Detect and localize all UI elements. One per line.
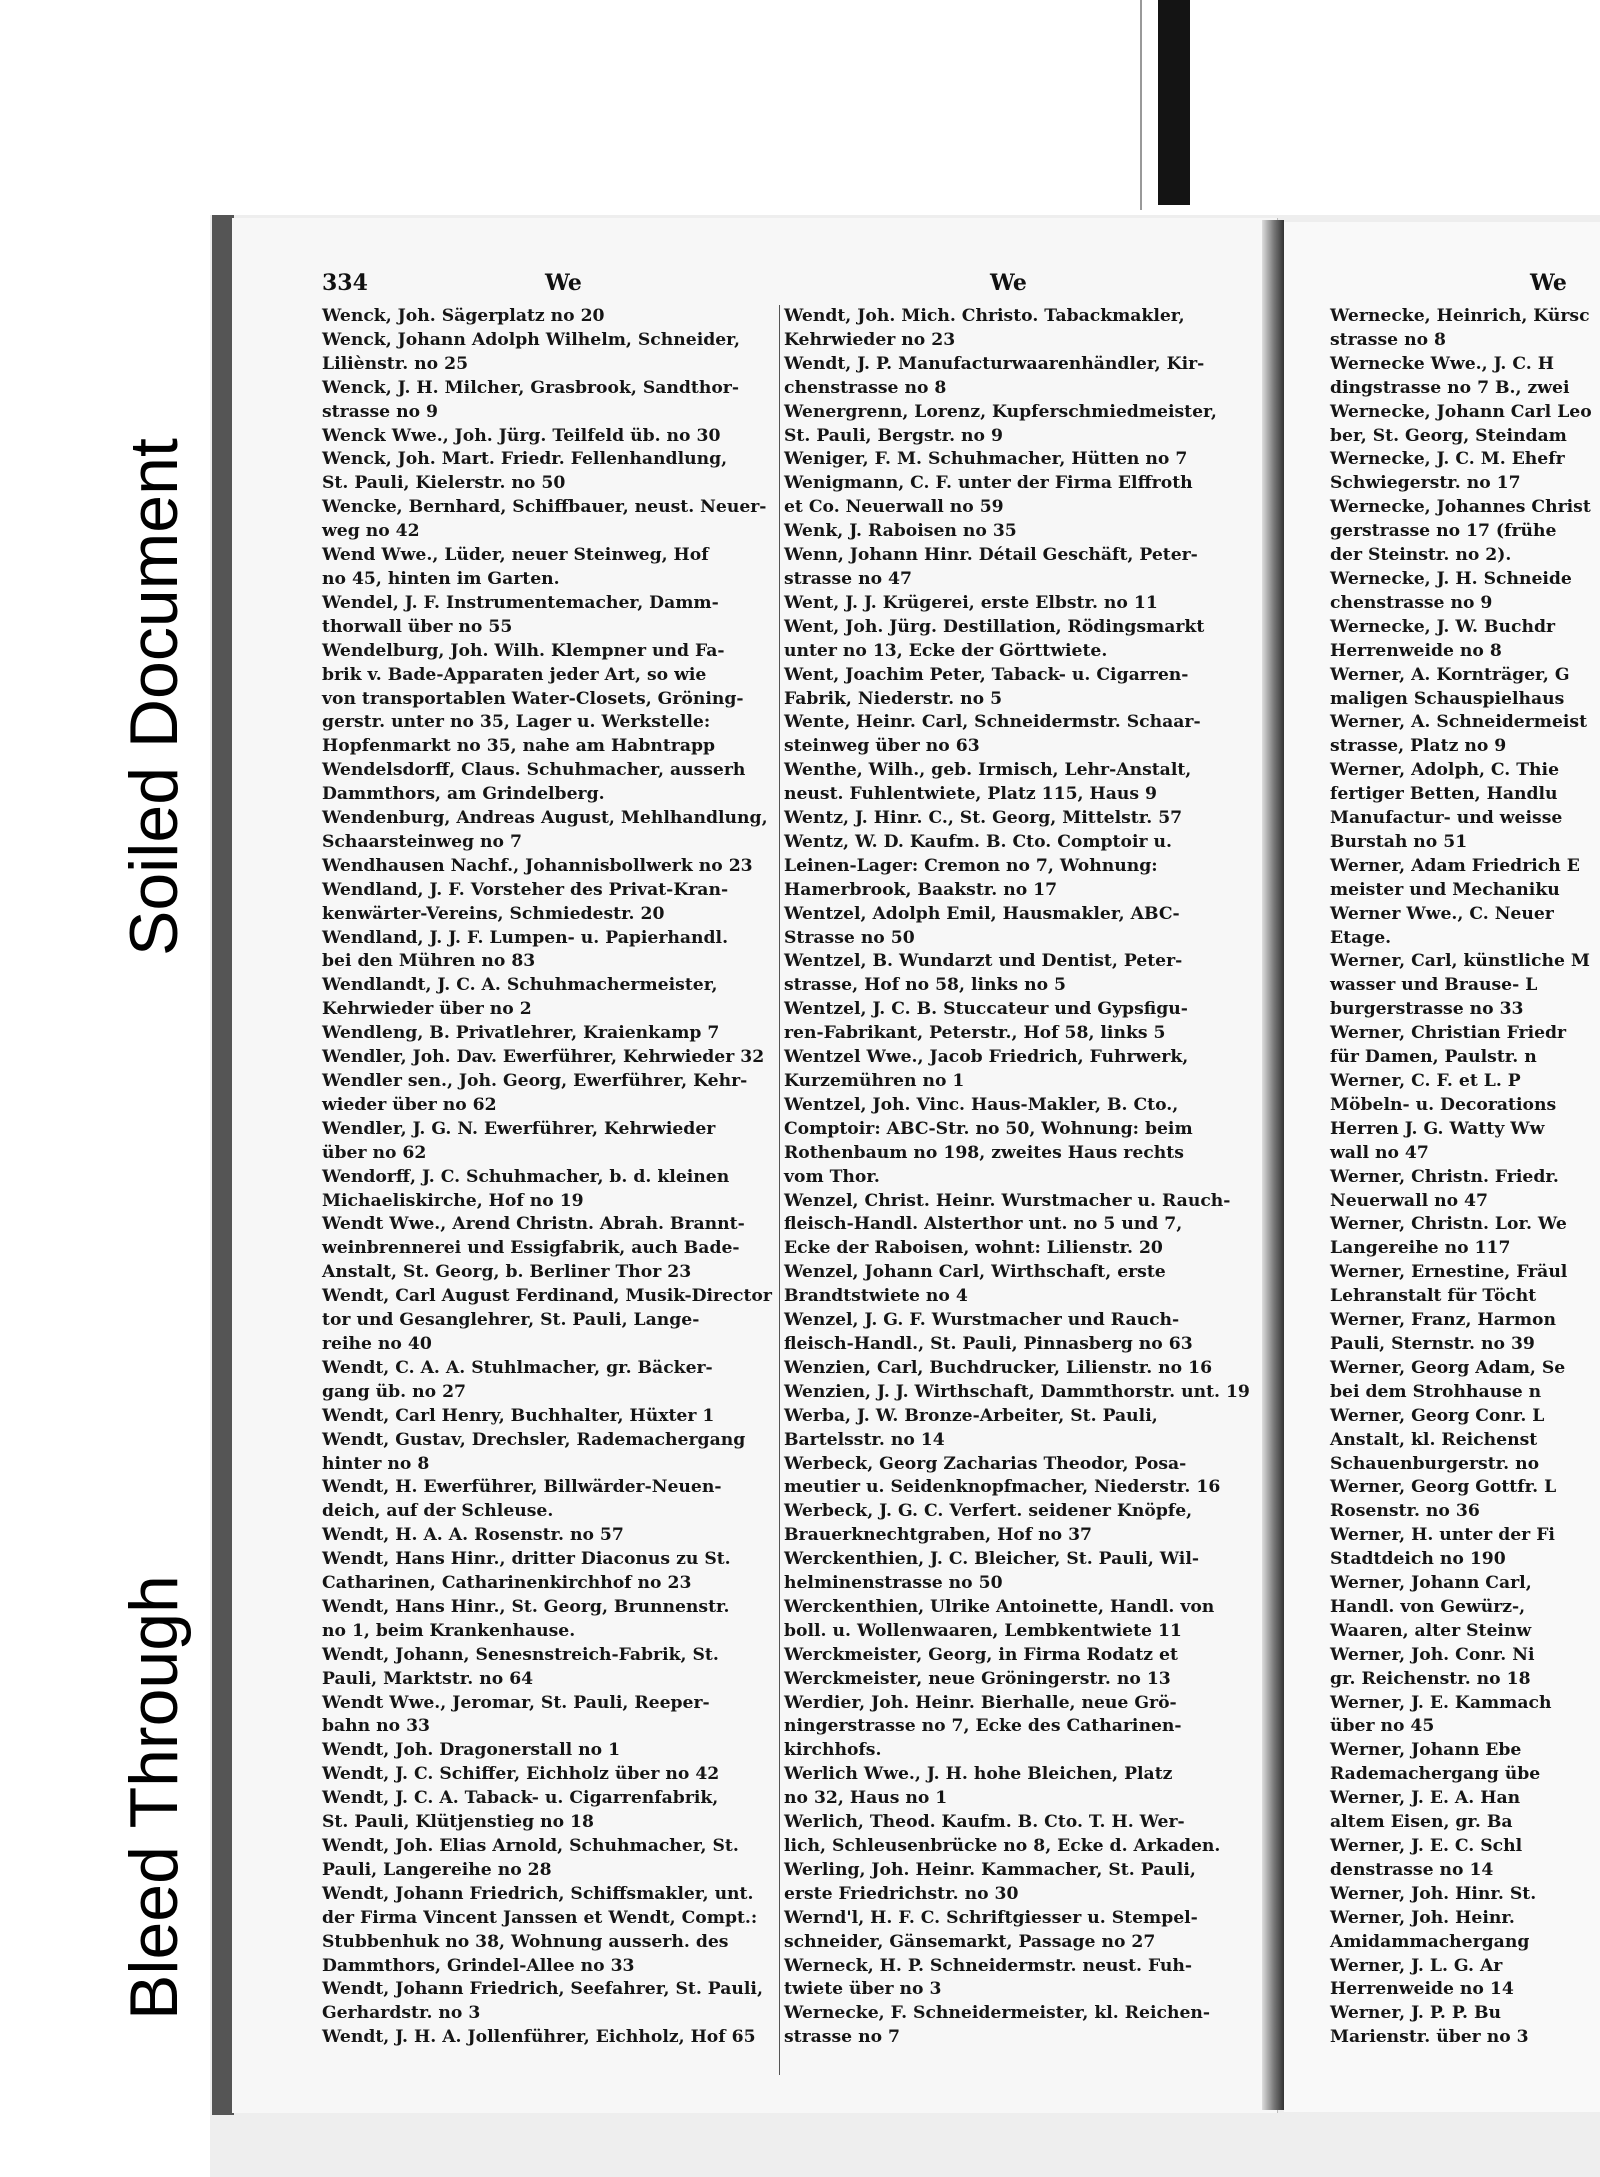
directory-line: Werneck, H. P. Schneidermstr. neust. Fuh-: [784, 1955, 1193, 1976]
directory-line: meutier u. Seidenknopfmacher, Niederstr. 16: [784, 1477, 1221, 1498]
directory-line: Werner, Christn. Friedr.: [1330, 1166, 1559, 1187]
directory-line: Handl. von Gewürz-,: [1330, 1596, 1526, 1617]
directory-line: Werner, Adam Friedrich E: [1330, 855, 1580, 876]
directory-line: Wernd'l, H. F. C. Schriftgiesser u. Stempel-: [784, 1907, 1198, 1928]
directory-line: Weniger, F. M. Schuhmacher, Hütten no 7: [784, 449, 1188, 470]
directory-line: Went, Joh. Jürg. Destillation, Rödingsmarkt: [784, 616, 1205, 637]
directory-line: über no 62: [322, 1142, 427, 1163]
directory-line: Wernecke, Johannes Christ: [1330, 497, 1591, 518]
directory-line: Wenck, Joh. Mart. Friedr. Fellenhandlung,: [322, 449, 728, 470]
gutter: [1262, 220, 1284, 2110]
directory-line: Wentzel Wwe., Jacob Friedrich, Fuhrwerk,: [784, 1047, 1189, 1068]
directory-line: Werner, J. E. C. Schl: [1330, 1836, 1523, 1856]
directory-line: Werbeck, J. G. C. Verfert. seidener Knöpfe,: [784, 1501, 1193, 1522]
directory-line: Werner, Ernestine, Fräul: [1330, 1262, 1568, 1283]
directory-line: Wendt, J. C. A. Taback- u. Cigarrenfabrik,: [322, 1788, 719, 1809]
directory-line: Wenzien, J. J. Wirthschaft, Dammthorstr. unt. 19: [784, 1381, 1250, 1402]
directory-line: Wendler, Joh. Dav. Ewerführer, Kehrwieder 32: [322, 1047, 765, 1068]
directory-line: Wendt, J. C. Schiffer, Eichholz über no 42: [322, 1764, 720, 1785]
directory-line: Wendelburg, Joh. Wilh. Klempner und Fa-: [322, 640, 725, 661]
directory-line: fertiger Betten, Handlu: [1330, 784, 1558, 805]
directory-line: Comptoir: ABC-Str. no 50, Wohnung: beim: [784, 1118, 1193, 1139]
directory-line: wieder über no 62: [322, 1094, 497, 1115]
directory-line: bei den Mühren no 83: [322, 951, 536, 972]
directory-line: Werner, H. unter der Fi: [1330, 1525, 1555, 1546]
directory-line: neust. Fuhlentwiete, Platz 115, Haus 9: [784, 784, 1158, 805]
directory-line: Wendel, J. F. Instrumentemacher, Damm-: [322, 592, 719, 613]
directory-line: Anstalt, kl. Reichenst: [1330, 1429, 1538, 1450]
directory-line: Wend Wwe., Lüder, neuer Steinweg, Hof: [322, 545, 709, 566]
directory-line: Wendt, Joh. Elias Arnold, Schuhmacher, St.: [322, 1836, 739, 1856]
directory-line: Rosenstr. no 36: [1330, 1501, 1480, 1522]
directory-line: Schwiegerstr. no 17: [1330, 473, 1521, 494]
directory-line: Möbeln- u. Decorations: [1330, 1094, 1557, 1115]
directory-line: Wendt, Gustav, Drechsler, Rademachergang: [322, 1429, 746, 1450]
directory-line: Wernecke, F. Schneidermeister, kl. Reichen-: [784, 2003, 1211, 2024]
running-header-right: We: [1530, 270, 1567, 296]
directory-line: Strasse no 50: [784, 927, 915, 948]
bleed-through-label: Bleed Through: [98, 1488, 210, 2108]
directory-line: Dammthors, am Grindelberg.: [322, 784, 605, 805]
directory-line: Leinen-Lager: Cremon no 7, Wohnung:: [784, 855, 1158, 876]
directory-line: Werckmeister, neue Gröningerstr. no 13: [784, 1668, 1171, 1689]
directory-line: Wendleng, B. Privatlehrer, Kraienkamp 7: [322, 1023, 720, 1044]
directory-line: Catharinen, Catharinenkirchhof no 23: [322, 1573, 692, 1594]
directory-line: Wendt, Johann Friedrich, Seefahrer, St. Pauli,: [322, 1979, 763, 2000]
directory-line: wall no 47: [1330, 1142, 1429, 1163]
directory-line: Brandtstwiete no 4: [784, 1286, 968, 1307]
directory-line: Werckenthien, J. C. Bleicher, St. Pauli, Wil-: [784, 1549, 1199, 1570]
directory-line: chenstrasse no 8: [784, 377, 947, 398]
directory-line: Werling, Joh. Heinr. Kammacher, St. Pauli,: [784, 1859, 1196, 1880]
directory-line: St. Pauli, Bergstr. no 9: [784, 425, 1003, 446]
directory-line: maligen Schauspielhaus: [1330, 688, 1565, 709]
directory-line: Wendt, Hans Hinr., St. Georg, Brunnenstr.: [322, 1596, 730, 1617]
page-number: 334: [322, 270, 368, 296]
directory-line: Wentz, J. Hinr. C., St. Georg, Mittelstr. 57: [784, 808, 1183, 829]
directory-line: Michaeliskirche, Hof no 19: [322, 1190, 584, 1211]
directory-line: Wernecke, Johann Carl Leo: [1330, 401, 1592, 422]
directory-line: Wenthe, Wilh., geb. Irmisch, Lehr-Anstalt,: [784, 760, 1192, 781]
running-header-left: We: [545, 270, 582, 296]
directory-line: no 45, hinten im Garten.: [322, 568, 560, 589]
directory-line: Wenck Wwe., Joh. Jürg. Teilfeld üb. no 30: [322, 425, 721, 446]
directory-line: Kehrwieder über no 2: [322, 999, 532, 1020]
directory-line: no 1, beim Krankenhause.: [322, 1620, 576, 1641]
directory-line: bei dem Strohhause n: [1330, 1381, 1542, 1402]
column-divider: [779, 305, 780, 2075]
directory-line: Werner, Joh. Conr. Ni: [1330, 1644, 1535, 1665]
directory-line: lich, Schleusenbrücke no 8, Ecke d. Arkaden.: [784, 1836, 1221, 1856]
directory-line: Pauli, Langereihe no 28: [322, 1859, 552, 1880]
directory-line: denstrasse no 14: [1330, 1859, 1494, 1880]
directory-line: Wernecke, Heinrich, Kürsc: [1330, 306, 1590, 326]
directory-line: Wendt, Joh. Mich. Christo. Tabackmakler,: [784, 306, 1185, 326]
directory-line: Schaarsteinweg no 7: [322, 831, 522, 852]
directory-line: Werner Wwe., C. Neuer: [1330, 903, 1554, 924]
directory-line: ningerstrasse no 7, Ecke des Catharinen-: [784, 1716, 1182, 1737]
directory-line: für Damen, Paulstr. n: [1330, 1047, 1537, 1068]
directory-line: Pauli, Marktstr. no 64: [322, 1668, 534, 1689]
directory-line: Wernecke, J. C. M. Ehefr: [1330, 449, 1565, 470]
directory-line: Bartelsstr. no 14: [784, 1429, 945, 1450]
directory-line: Stubbenhuk no 38, Wohnung ausserh. des: [322, 1931, 729, 1952]
directory-line: dingstrasse no 7 B., zwei: [1330, 377, 1570, 398]
directory-line: Rothenbaum no 198, zweites Haus rechts: [784, 1142, 1184, 1163]
directory-line: Stadtdeich no 190: [1330, 1549, 1506, 1570]
directory-line: gr. Reichenstr. no 18: [1330, 1668, 1531, 1689]
directory-line: Werner, Joh. Hinr. St.: [1330, 1883, 1537, 1904]
directory-line: unter no 13, Ecke der Görttwiete.: [784, 640, 1108, 661]
middle-column: [784, 305, 1254, 2050]
directory-line: Herrenweide no 14: [1330, 1979, 1514, 2000]
directory-line: Wendelsdorff, Claus. Schuhmacher, ausserh: [322, 760, 746, 781]
directory-line: Werner, Johann Carl,: [1330, 1573, 1532, 1594]
directory-line: Wendt Wwe., Jeromar, St. Pauli, Reeper-: [322, 1692, 710, 1713]
directory-line: Wernecke, J. H. Schneide: [1330, 568, 1572, 589]
directory-line: Wentzel, B. Wundarzt und Dentist, Peter-: [784, 951, 1183, 972]
directory-line: Wenk, J. Raboisen no 35: [784, 521, 1017, 542]
directory-line: Wenck, J. H. Milcher, Grasbrook, Sandthor-: [322, 377, 739, 398]
directory-line: wasser und Brause- L: [1330, 975, 1538, 996]
directory-line: helminenstrasse no 50: [784, 1573, 1003, 1594]
directory-line: burgerstrasse no 33: [1330, 999, 1524, 1020]
directory-line: Wendland, J. J. F. Lumpen- u. Papierhandl.: [322, 927, 729, 948]
directory-line: Anstalt, St. Georg, b. Berliner Thor 23: [322, 1262, 692, 1283]
directory-line: reihe no 40: [322, 1333, 432, 1354]
directory-line: Werlich, Theod. Kaufm. B. Cto. T. H. Wer-: [784, 1812, 1185, 1833]
directory-line: Gerhardstr. no 3: [322, 2003, 481, 2024]
edge-line: [1140, 0, 1142, 210]
directory-line: ber, St. Georg, Steindam: [1330, 425, 1567, 446]
directory-line: meister und Mechaniku: [1330, 879, 1560, 900]
directory-line: twiete über no 3: [784, 1979, 942, 2000]
directory-line: Wendt, H. A. A. Rosenstr. no 57: [322, 1525, 624, 1546]
directory-line: Werba, J. W. Bronze-Arbeiter, St. Pauli,: [784, 1405, 1158, 1426]
directory-line: Werner, Franz, Harmon: [1330, 1310, 1556, 1331]
directory-line: Wendenburg, Andreas August, Mehlhandlung,: [322, 808, 768, 829]
directory-line: Waaren, alter Steinw: [1330, 1620, 1532, 1641]
directory-line: Werner, C. F. et L. P: [1330, 1071, 1521, 1091]
directory-line: deich, auf der Schleuse.: [322, 1501, 554, 1522]
directory-line: Wenck, Joh. Sägerplatz no 20: [322, 306, 605, 326]
directory-line: Wenzel, Johann Carl, Wirthschaft, erste: [784, 1262, 1166, 1283]
directory-line: Neuerwall no 47: [1330, 1190, 1488, 1211]
directory-line: Werner, J. P. P. Bu: [1330, 2003, 1501, 2024]
directory-line: Wenn, Johann Hinr. Détail Geschäft, Peter-: [784, 545, 1198, 566]
directory-line: Wendt, Joh. Dragonerstall no 1: [322, 1740, 621, 1761]
directory-line: kenwärter-Vereins, Schmiedestr. 20: [322, 903, 665, 924]
directory-line: Wernecke, J. W. Buchdr: [1330, 616, 1556, 637]
directory-line: Wendt, Carl Henry, Buchhalter, Hüxter 1: [322, 1405, 715, 1426]
directory-line: Wentzel, Adolph Emil, Hausmakler, ABC-: [784, 903, 1180, 924]
directory-line: gerstrasse no 17 (frühe: [1330, 521, 1557, 542]
directory-line: Langereihe no 117: [1330, 1238, 1511, 1259]
right-column: [1330, 305, 1600, 2050]
directory-line: bahn no 33: [322, 1716, 430, 1737]
directory-line: Wenigmann, C. F. unter der Firma Elffroth: [784, 473, 1193, 494]
directory-line: Pauli, Sternstr. no 39: [1330, 1333, 1535, 1354]
directory-line: Wendhausen Nachf., Johannisbollwerk no 23: [322, 855, 753, 876]
directory-line: Werner, J. E. Kammach: [1330, 1692, 1552, 1713]
directory-line: fleisch-Handl. Alsterthor unt. no 5 und 7,: [784, 1214, 1183, 1235]
directory-line: Wentzel, J. C. B. Stuccateur und Gypsfigu-: [784, 999, 1188, 1020]
directory-line: Werner, Christian Friedr: [1330, 1023, 1567, 1044]
directory-line: strasse no 47: [784, 568, 912, 589]
directory-line: vom Thor.: [784, 1166, 880, 1187]
directory-line: altem Eisen, gr. Ba: [1330, 1812, 1513, 1833]
directory-line: Wenzel, J. G. F. Wurstmacher und Rauch-: [784, 1310, 1180, 1331]
directory-line: kirchhofs.: [784, 1740, 882, 1761]
directory-line: Wendt, C. A. A. Stuhlmacher, gr. Bäcker-: [322, 1357, 713, 1378]
directory-line: Liliènstr. no 25: [322, 353, 469, 374]
directory-line: Wenzel, Christ. Heinr. Wurstmacher u. Rauch-: [784, 1190, 1231, 1211]
directory-line: Ecke der Raboisen, wohnt: Lilienstr. 20: [784, 1238, 1163, 1259]
directory-line: St. Pauli, Kielerstr. no 50: [322, 473, 566, 494]
directory-line: weg no 42: [322, 521, 420, 542]
directory-line: Etage.: [1330, 927, 1392, 948]
directory-line: Werner, Georg Adam, Se: [1330, 1357, 1566, 1378]
directory-line: Werner, Georg Gottfr. L: [1330, 1477, 1557, 1498]
directory-line: erste Friedrichstr. no 30: [784, 1883, 1019, 1904]
directory-line: Werner, J. E. A. Han: [1330, 1788, 1521, 1809]
directory-line: Werckenthien, Ulrike Antoinette, Handl. von: [784, 1596, 1215, 1617]
directory-line: Werckmeister, Georg, in Firma Rodatz et: [784, 1644, 1178, 1665]
directory-line: Werner, Carl, künstliche M: [1330, 951, 1590, 972]
dark-strip: [1158, 0, 1190, 205]
directory-line: Hopfenmarkt no 35, nahe am Habntrapp: [322, 736, 715, 757]
directory-line: Wendler, J. G. N. Ewerführer, Kehrwieder: [322, 1118, 716, 1139]
directory-line: St. Pauli, Klütjenstieg no 18: [322, 1812, 594, 1833]
directory-line: tor und Gesanglehrer, St. Pauli, Lange-: [322, 1310, 700, 1331]
directory-line: schneider, Gänsemarkt, Passage no 27: [784, 1931, 1156, 1952]
directory-line: steinweg über no 63: [784, 736, 980, 757]
background-edge: [1155, 0, 1600, 230]
directory-line: et Co. Neuerwall no 59: [784, 497, 1004, 518]
directory-line: Lehranstalt für Töcht: [1330, 1286, 1537, 1307]
directory-line: Wenck, Johann Adolph Wilhelm, Schneider,: [322, 329, 740, 350]
directory-line: Schauenburgerstr. no: [1330, 1453, 1540, 1474]
directory-line: Werner, Johann Ebe: [1330, 1740, 1522, 1761]
directory-line: Went, Joachim Peter, Taback- u. Cigarren-: [784, 664, 1189, 685]
directory-line: Burstah no 51: [1330, 831, 1468, 852]
directory-line: Brauerknechtgraben, Hof no 37: [784, 1525, 1093, 1546]
directory-line: Wendt Wwe., Arend Christn. Abrah. Brannt-: [322, 1214, 745, 1235]
directory-line: Werner, Georg Conr. L: [1330, 1405, 1545, 1426]
directory-line: fleisch-Handl., St. Pauli, Pinnasberg no 63: [784, 1333, 1193, 1354]
directory-line: Werner, A. Schneidermeist: [1330, 712, 1588, 733]
directory-line: Herrenweide no 8: [1330, 640, 1502, 661]
directory-line: strasse, Hof no 58, links no 5: [784, 975, 1066, 996]
soiled-document-label: Soiled Document: [98, 395, 210, 1000]
directory-line: Wendt, Carl August Ferdinand, Musik-Director: [322, 1286, 772, 1307]
directory-line: Dammthors, Grindel-Allee no 33: [322, 1955, 635, 1976]
directory-line: strasse, Platz no 9: [1330, 736, 1507, 757]
directory-line: strasse no 7: [784, 2027, 900, 2048]
directory-line: Wendt, Hans Hinr., dritter Diaconus zu St.: [322, 1549, 731, 1570]
directory-line: Fabrik, Niederstr. no 5: [784, 688, 1003, 709]
directory-line: der Steinstr. no 2).: [1330, 545, 1512, 566]
directory-line: Wernecke Wwe., J. C. H: [1330, 353, 1554, 374]
directory-line: über no 45: [1330, 1716, 1435, 1737]
directory-line: Herren J. G. Watty Ww: [1330, 1118, 1545, 1139]
directory-line: hinter no 8: [322, 1453, 430, 1474]
directory-line: thorwall über no 55: [322, 616, 513, 637]
directory-line: Marienstr. über no 3: [1330, 2027, 1529, 2048]
directory-line: Werlich Wwe., J. H. hohe Bleichen, Platz: [784, 1764, 1173, 1785]
directory-line: Werdier, Joh. Heinr. Bierhalle, neue Grö-: [784, 1692, 1177, 1713]
directory-line: Hamerbrook, Baakstr. no 17: [784, 879, 1058, 900]
directory-line: boll. u. Wollenwaaren, Lembkentwiete 11: [784, 1620, 1182, 1641]
directory-line: von transportablen Water-Closets, Gröning-: [322, 688, 744, 709]
directory-line: Manufactur- und weisse: [1330, 808, 1563, 829]
directory-line: Werner, Joh. Heinr.: [1330, 1907, 1515, 1928]
directory-line: Werner, A. Kornträger, G: [1330, 664, 1570, 685]
left-column: [322, 305, 777, 2050]
directory-line: no 32, Haus no 1: [784, 1788, 948, 1809]
directory-line: Wendt, J. P. Manufacturwaarenhändler, Kir-: [784, 353, 1205, 374]
directory-line: Werner, Christn. Lor. We: [1330, 1214, 1567, 1235]
directory-line: Wendt, Johann Friedrich, Schiffsmakler, unt.: [322, 1883, 754, 1904]
directory-line: Wendlandt, J. C. A. Schuhmachermeister,: [322, 975, 718, 996]
directory-line: Wendt, H. Ewerführer, Billwärder-Neuen-: [322, 1477, 722, 1498]
directory-line: Kurzemühren no 1: [784, 1071, 965, 1091]
directory-line: strasse no 8: [1330, 329, 1446, 350]
directory-line: chenstrasse no 9: [1330, 592, 1493, 613]
directory-line: Wendt, Johann, Senesnstreich-Fabrik, St.: [322, 1644, 719, 1665]
directory-line: Wendorff, J. C. Schuhmacher, b. d. kleinen: [322, 1166, 730, 1187]
directory-line: Werner, Adolph, C. Thie: [1330, 760, 1560, 781]
directory-line: Went, J. J. Krügerei, erste Elbstr. no 11: [784, 592, 1158, 613]
directory-line: Wendler sen., Joh. Georg, Ewerführer, Kehr-: [322, 1071, 748, 1091]
directory-line: Wendt, J. H. A. Jollenführer, Eichholz, Hof 65: [322, 2027, 756, 2048]
directory-line: Amidammachergang: [1330, 1931, 1530, 1952]
directory-line: Wenzien, Carl, Buchdrucker, Lilienstr. no 16: [784, 1357, 1213, 1378]
directory-line: Wentz, W. D. Kaufm. B. Cto. Comptoir u.: [784, 831, 1173, 852]
directory-line: Rademachergang übe: [1330, 1764, 1541, 1785]
directory-line: strasse no 9: [322, 401, 438, 422]
directory-line: gang üb. no 27: [322, 1381, 466, 1402]
book-shadow: [212, 215, 234, 2115]
directory-line: Kehrwieder no 23: [784, 329, 956, 350]
directory-line: brik v. Bade-Apparaten jeder Art, so wie: [322, 664, 707, 685]
directory-line: Wentzel, Joh. Vinc. Haus-Makler, B. Cto.,: [784, 1094, 1179, 1115]
directory-line: ren-Fabrikant, Peterstr., Hof 58, links 5: [784, 1023, 1166, 1044]
directory-line: der Firma Vincent Janssen et Wendt, Compt.:: [322, 1907, 758, 1928]
directory-line: Werbeck, Georg Zacharias Theodor, Posa-: [784, 1453, 1187, 1474]
directory-line: Wenergrenn, Lorenz, Kupferschmiedmeister,: [784, 401, 1217, 422]
directory-line: gerstr. unter no 35, Lager u. Werkstelle:: [322, 712, 711, 733]
running-header-center: We: [990, 270, 1027, 296]
directory-line: Wente, Heinr. Carl, Schneidermstr. Schaar-: [784, 712, 1201, 733]
directory-line: weinbrennerei und Essigfabrik, auch Bade-: [322, 1238, 740, 1259]
directory-line: Wendland, J. F. Vorsteher des Privat-Kran-: [322, 879, 729, 900]
directory-line: Wencke, Bernhard, Schiffbauer, neust. Neuer-: [322, 497, 767, 518]
directory-line: Werner, J. L. G. Ar: [1330, 1955, 1503, 1976]
